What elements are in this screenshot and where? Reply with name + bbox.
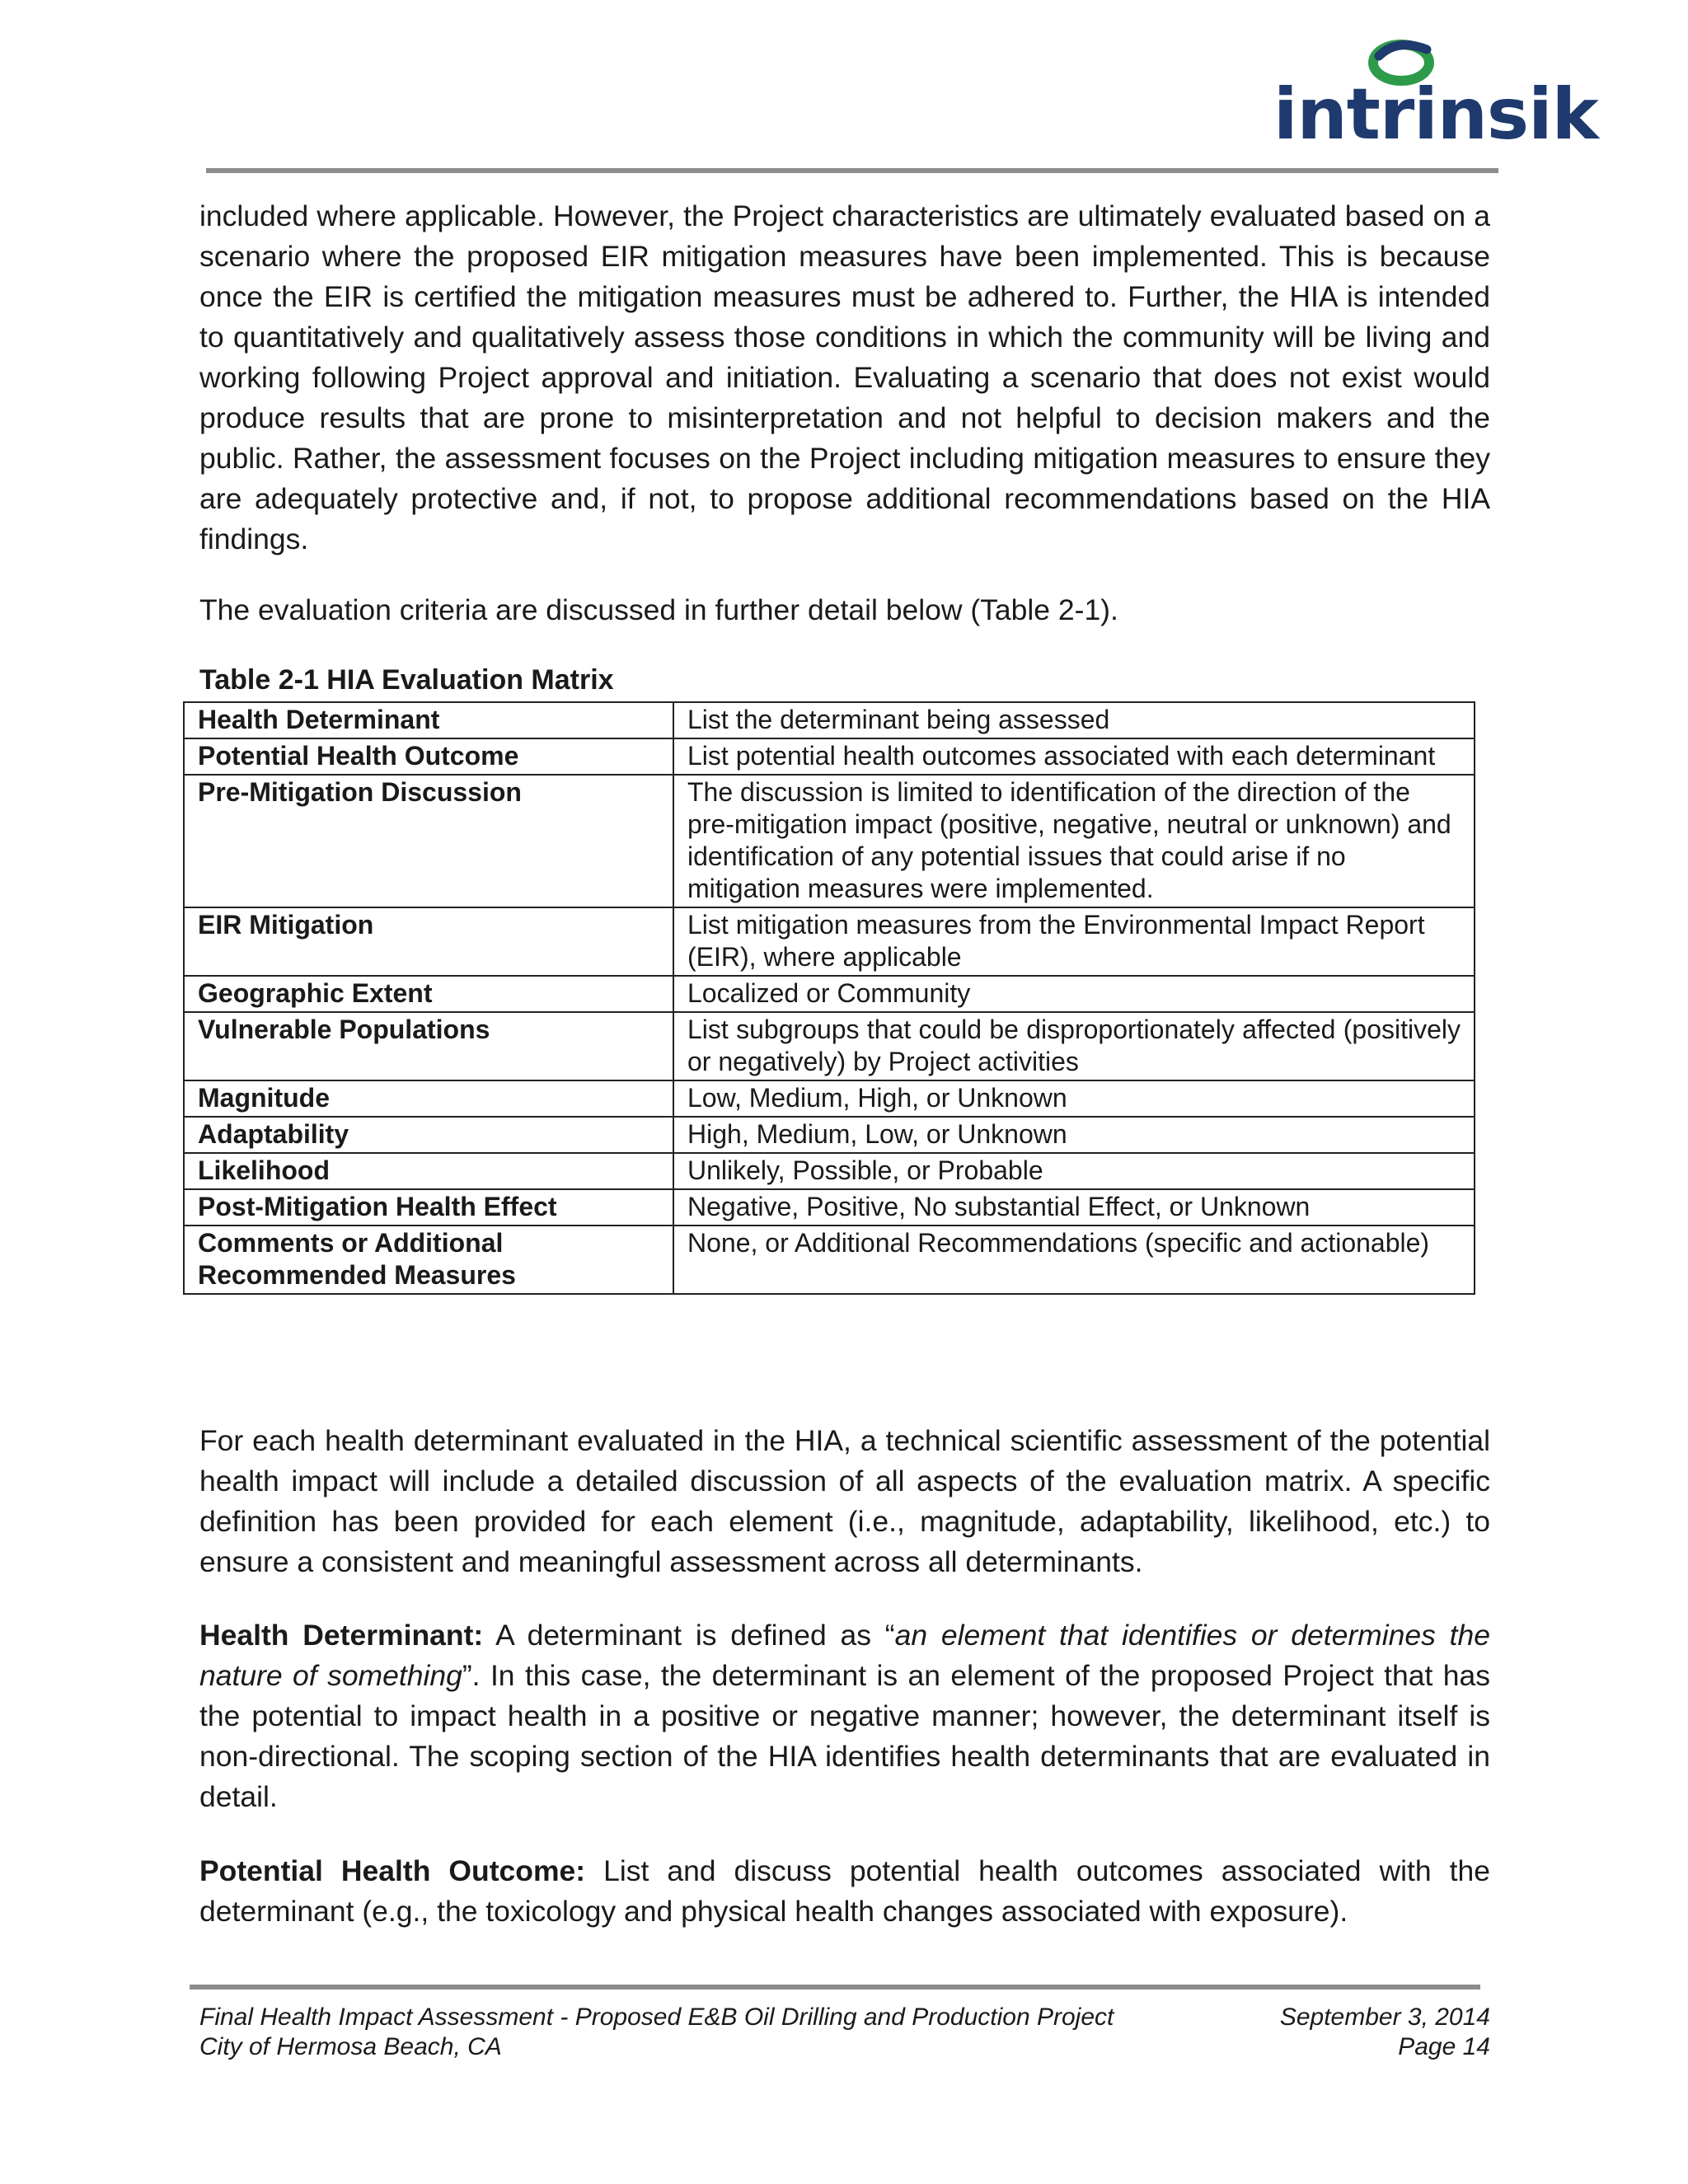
- page-footer: [199, 2003, 1490, 2062]
- row-description: Unlikely, Possible, or Probable: [673, 1153, 1475, 1189]
- assessment-paragraph: For each health determinant evaluated in the HIA, a technical scientific assessment of the potential health impact will include a detailed discussion of all aspects of the evaluation matrix. A specific definition has been provided for each element (i.e., magnitude, adaptability, likelihood, etc.) to ensure a consistent and meaningful assessment across all determinants.: [199, 1424, 1490, 1578]
- evaluation-matrix-table: [183, 701, 1475, 1295]
- criteria-paragraph: The evaluation criteria are discussed in further detail below (Table 2-1).: [199, 593, 1118, 626]
- table-row: [184, 907, 1475, 976]
- row-term: Potential Health Outcome: [184, 738, 673, 775]
- definition-quote: an element that identifies or determines the nature of something: [199, 1619, 1490, 1692]
- table-row: [184, 775, 1475, 907]
- table-row: [184, 738, 1475, 775]
- footer-date: September 3, 2014: [1279, 2004, 1490, 2031]
- row-term: Health Determinant: [184, 702, 673, 738]
- table-row: [184, 1226, 1475, 1294]
- row-term: Likelihood: [184, 1153, 673, 1189]
- definition-lead: A determinant is defined as “: [483, 1619, 895, 1652]
- row-description: The discussion is limited to identification of the direction of the pre-mitigation impact (positive, negative, neutral or unknown) and identification of any potential issues that could arise if no mitigation measures were implemented.: [673, 775, 1475, 907]
- row-description: High, Medium, Low, or Unknown: [673, 1117, 1475, 1153]
- row-term: Magnitude: [184, 1080, 673, 1117]
- row-term: Post-Mitigation Health Effect: [184, 1189, 673, 1226]
- table-row: [184, 1189, 1475, 1226]
- definition-term: Potential Health Outcome:: [199, 1854, 586, 1887]
- row-description: Negative, Positive, No substantial Effect, or Unknown: [673, 1189, 1475, 1226]
- table-row: [184, 976, 1475, 1012]
- logo-wordmark: intrinsik: [1273, 73, 1598, 156]
- table-row: [184, 1012, 1475, 1080]
- row-description: Localized or Community: [673, 976, 1475, 1012]
- health-outcome-definition: [199, 1851, 1490, 1932]
- row-term: Adaptability: [184, 1117, 673, 1153]
- row-term: Comments or Additional Recommended Measures: [184, 1226, 673, 1294]
- row-description: List the determinant being assessed: [673, 702, 1475, 738]
- footer-location: City of Hermosa Beach, CA: [199, 2033, 502, 2060]
- table-row: [184, 1117, 1475, 1153]
- table-row: [184, 1153, 1475, 1189]
- row-description: None, or Additional Recommendations (specific and actionable): [673, 1226, 1475, 1294]
- header-rule: [206, 168, 1498, 173]
- row-term: EIR Mitigation: [184, 907, 673, 976]
- footer-page-number: Page 14: [1398, 2033, 1490, 2060]
- row-description: Low, Medium, High, or Unknown: [673, 1080, 1475, 1117]
- definition-term: Health Determinant:: [199, 1619, 484, 1652]
- intro-paragraph: included where applicable. However, the Project characteristics are ultimately evaluated based on a scenario where the proposed EIR mitigation measures have been implemented. This is because once the EIR is certified the mitigation measures must be adhered to. Further, the HIA is intended to quantitatively and qualitatively assess those conditions in which the community will be living and working following Project approval and initiation. Evaluating a scenario that does not exist would produce results that are prone to misinterpretation and not helpful to decision makers and the public. Rather, the assessment focuses on the Project including mitigation measures to ensure they are adequately protective and, if not, to propose additional recommendations based on the HIA findings.: [199, 199, 1490, 555]
- definition-text: ”. In this case, the determinant is an element of the proposed Project that has the potential to impact health in a positive or negative manner; however, the determinant itself is non-directional. The scoping section of the HIA identifies health determinants that are evaluated in detail.: [199, 1659, 1490, 1813]
- row-description: List potential health outcomes associated with each determinant: [673, 738, 1475, 775]
- definition-text: List and discuss potential health outcomes associated with the determinant (e.g., the toxicology and physical health changes associated with exposure).: [199, 1854, 1490, 1928]
- row-term: Vulnerable Populations: [184, 1012, 673, 1080]
- table-row: [184, 702, 1475, 738]
- intrinsik-logo: [1273, 31, 1598, 156]
- row-description: List subgroups that could be disproportionately affected (positively or negatively) by Project activities: [673, 1012, 1475, 1080]
- health-determinant-definition: [199, 1615, 1490, 1817]
- row-term: Pre-Mitigation Discussion: [184, 775, 673, 907]
- table-row: [184, 1080, 1475, 1117]
- row-term: Geographic Extent: [184, 976, 673, 1012]
- footer-rule: [190, 1985, 1480, 1990]
- row-description: List mitigation measures from the Environmental Impact Report (EIR), where applicable: [673, 907, 1475, 976]
- table-caption: Table 2-1 HIA Evaluation Matrix: [199, 664, 614, 696]
- footer-doc-title: Final Health Impact Assessment - Proposed E&B Oil Drilling and Production Project: [199, 2004, 1114, 2031]
